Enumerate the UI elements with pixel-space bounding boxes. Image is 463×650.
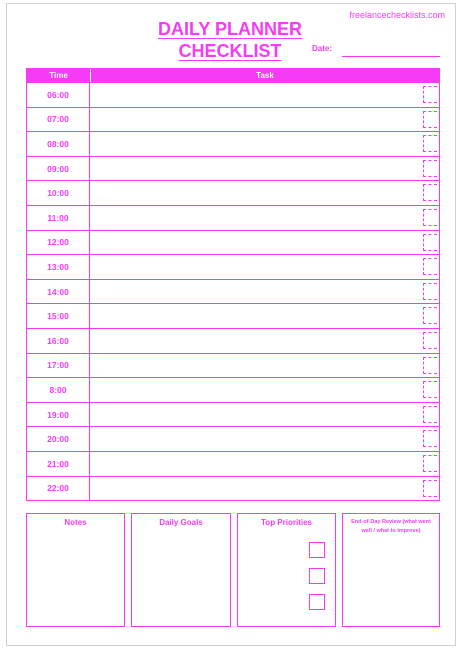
end-of-day-review-title: End-of-Day Review (what went well / what to improve): [351, 519, 431, 534]
time-cell: 08:00: [27, 132, 90, 156]
schedule-row: [27, 451, 439, 476]
task-checkbox[interactable]: [423, 480, 437, 497]
time-cell: 12:00: [27, 231, 90, 255]
schedule-table: [26, 68, 440, 501]
schedule-header: [27, 69, 439, 82]
schedule-row: [27, 254, 439, 279]
task-checkbox[interactable]: [423, 234, 437, 251]
task-cell[interactable]: [90, 354, 439, 378]
time-cell: 10:00: [27, 181, 90, 205]
title-line-2: CHECKLIST: [178, 41, 282, 61]
schedule-row: [27, 402, 439, 427]
end-of-day-review-box[interactable]: [342, 513, 440, 627]
time-cell: 07:00: [27, 108, 90, 132]
time-cell: 14:00: [27, 280, 90, 304]
schedule-row: [27, 131, 439, 156]
time-cell: 11:00: [27, 206, 90, 230]
schedule-row: [27, 303, 439, 328]
task-checkbox[interactable]: [423, 86, 437, 103]
schedule-row: [27, 156, 439, 181]
task-cell[interactable]: [90, 83, 439, 107]
task-cell[interactable]: [90, 452, 439, 476]
notes-box[interactable]: [26, 513, 125, 627]
date-field[interactable]: [312, 44, 440, 58]
daily-goals-title: Daily Goals: [159, 518, 203, 527]
task-cell[interactable]: [90, 403, 439, 427]
task-cell[interactable]: [90, 427, 439, 451]
task-cell[interactable]: [90, 477, 439, 501]
schedule-row: [27, 279, 439, 304]
schedule-row: [27, 353, 439, 378]
task-cell[interactable]: [90, 255, 439, 279]
time-column-header: Time: [27, 69, 91, 82]
time-cell: 06:00: [27, 83, 90, 107]
schedule-row: [27, 377, 439, 402]
time-cell: 20:00: [27, 427, 90, 451]
task-cell[interactable]: [90, 181, 439, 205]
time-cell: 15:00: [27, 304, 90, 328]
website-link[interactable]: freelancechecklists.com: [349, 10, 445, 20]
priority-checkbox[interactable]: [309, 542, 325, 558]
task-checkbox[interactable]: [423, 111, 437, 128]
time-cell: 22:00: [27, 477, 90, 501]
schedule-row: [27, 328, 439, 353]
task-cell[interactable]: [90, 304, 439, 328]
title-line-1: DAILY PLANNER: [157, 19, 303, 39]
task-checkbox[interactable]: [423, 357, 437, 374]
task-cell[interactable]: [90, 157, 439, 181]
schedule-row: [27, 230, 439, 255]
top-priorities-box: [237, 513, 336, 627]
task-checkbox[interactable]: [423, 135, 437, 152]
task-checkbox[interactable]: [423, 332, 437, 349]
task-cell[interactable]: [90, 378, 439, 402]
time-cell: 8:00: [27, 378, 90, 402]
task-checkbox[interactable]: [423, 184, 437, 201]
task-checkbox[interactable]: [423, 160, 437, 177]
task-cell[interactable]: [90, 206, 439, 230]
date-line[interactable]: [342, 56, 440, 57]
schedule-row: [27, 180, 439, 205]
page-title: [140, 18, 320, 62]
task-checkbox[interactable]: [423, 209, 437, 226]
task-checkbox[interactable]: [423, 307, 437, 324]
task-checkbox[interactable]: [423, 430, 437, 447]
schedule-row: [27, 426, 439, 451]
priority-checkbox[interactable]: [309, 568, 325, 584]
date-label: Date:: [312, 44, 333, 53]
time-cell: 16:00: [27, 329, 90, 353]
task-checkbox[interactable]: [423, 381, 437, 398]
time-cell: 17:00: [27, 354, 90, 378]
schedule-row: [27, 82, 439, 107]
task-cell[interactable]: [90, 280, 439, 304]
notes-title: Notes: [64, 518, 87, 527]
daily-goals-box[interactable]: [131, 513, 231, 627]
task-checkbox[interactable]: [423, 283, 437, 300]
top-priorities-title: Top Priorities: [261, 518, 312, 527]
time-cell: 19:00: [27, 403, 90, 427]
time-cell: 09:00: [27, 157, 90, 181]
task-checkbox[interactable]: [423, 406, 437, 423]
task-checkbox[interactable]: [423, 258, 437, 275]
schedule-row: [27, 107, 439, 132]
task-cell[interactable]: [90, 329, 439, 353]
task-checkbox[interactable]: [423, 455, 437, 472]
task-column-header: Task: [256, 71, 274, 80]
schedule-row: [27, 476, 439, 501]
time-cell: 21:00: [27, 452, 90, 476]
task-cell[interactable]: [90, 231, 439, 255]
task-cell[interactable]: [90, 132, 439, 156]
time-cell: 13:00: [27, 255, 90, 279]
task-cell[interactable]: [90, 108, 439, 132]
priority-checkbox[interactable]: [309, 594, 325, 610]
schedule-row: [27, 205, 439, 230]
